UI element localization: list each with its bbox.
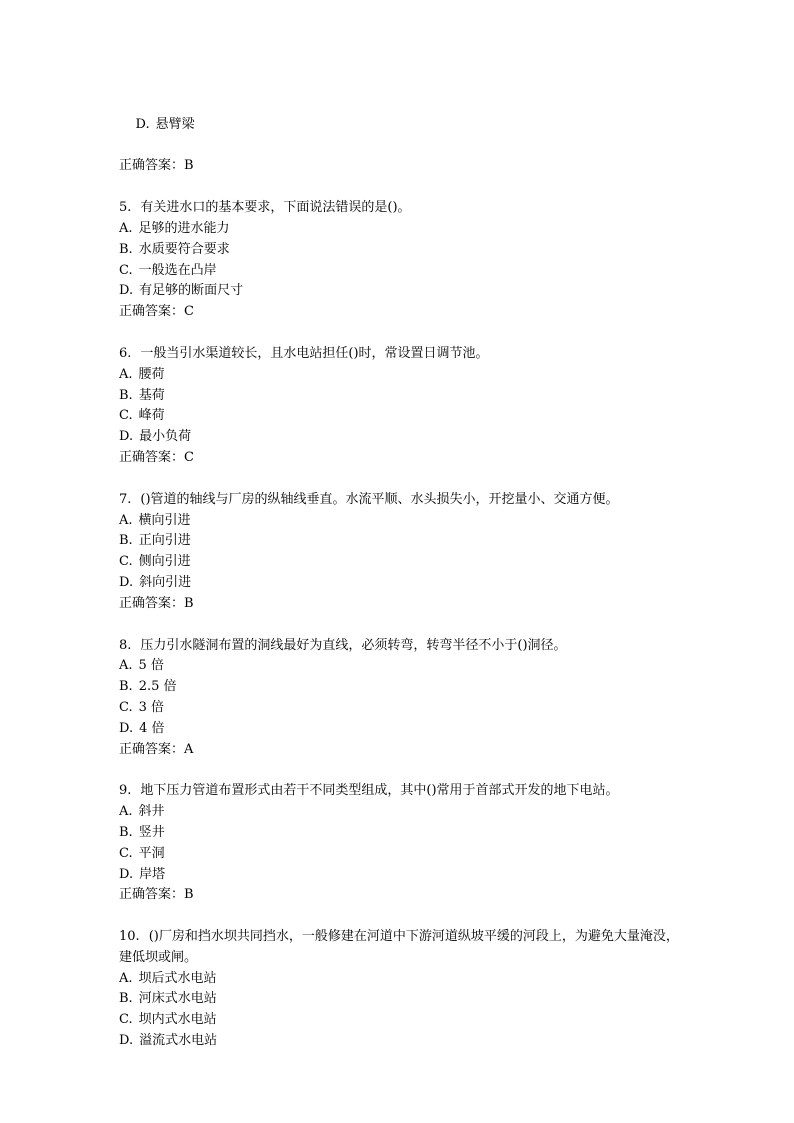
correct-answer: 正确答案：C — [119, 449, 194, 465]
option-letter: C. — [119, 1012, 133, 1028]
question-number: 5. — [119, 200, 132, 216]
option-b — [119, 531, 689, 552]
option-letter: B. — [119, 824, 133, 840]
question-stem: ()厂房和挡水坝共同挡水，一般修建在河道中下游河道纵坡平缓的河段上，为避免大量淹没，建低坝或闸。 — [119, 929, 679, 965]
option-letter: A. — [119, 804, 133, 820]
question-stem: ()管道的轴线与厂房的纵轴线垂直。水流平顺、水头损失小，开挖量小、交通方便。 — [140, 491, 619, 507]
option-letter: B. — [119, 679, 133, 695]
option-text: 3 倍 — [138, 699, 165, 715]
option-text: 有足够的断面尺寸 — [139, 283, 244, 299]
option-d — [119, 427, 689, 448]
option-text: 斜井 — [138, 804, 165, 820]
question-number: 6. — [119, 345, 132, 361]
question-text — [119, 344, 689, 365]
question-number: 10. — [119, 929, 140, 945]
option-c — [119, 1010, 689, 1031]
option-letter: B. — [119, 533, 133, 549]
option-d — [119, 719, 689, 740]
option-text: 足够的进水能力 — [138, 220, 230, 236]
option-a — [119, 802, 689, 823]
option-b — [119, 989, 689, 1010]
option-letter: B. — [119, 241, 133, 257]
question-number: 9. — [119, 783, 132, 799]
option-b — [119, 240, 689, 261]
option-letter: D. — [119, 429, 134, 445]
option-text: 腰荷 — [138, 366, 165, 382]
option-letter: A. — [119, 366, 133, 382]
option-d — [119, 281, 689, 302]
option-d — [119, 1031, 689, 1052]
document-body — [119, 94, 689, 1052]
option-text: 竖井 — [138, 824, 165, 840]
option-letter: A. — [119, 658, 133, 674]
question-text — [119, 490, 689, 511]
option-letter: D. — [119, 866, 134, 882]
option-letter: C. — [119, 554, 133, 570]
option-text: 最小负荷 — [139, 429, 192, 445]
question-number: 7. — [119, 491, 132, 507]
option-c — [119, 552, 689, 573]
question-number: 8. — [119, 637, 132, 653]
option-d — [119, 865, 689, 886]
question-stem: 一般当引水渠道较长，且水电站担任()时，常设置日调节池。 — [140, 345, 489, 361]
correct-answer: 正确答案：B — [119, 887, 194, 903]
option-letter: A. — [119, 512, 133, 528]
option-letter: B. — [119, 991, 133, 1007]
question-stem: 地下压力管道布置形式由若干不同类型组成，其中()常用于首部式开发的地下电站。 — [140, 783, 619, 799]
correct-answer: 正确答案：B — [119, 595, 194, 611]
option-a — [119, 365, 689, 386]
option-letter: D. — [119, 574, 134, 590]
option-letter: A. — [119, 220, 133, 236]
option-text: 一般选在凸岸 — [138, 262, 217, 278]
option-text: 2.5 倍 — [138, 679, 177, 695]
option-letter: D. — [119, 720, 134, 736]
option-c — [119, 844, 689, 865]
question-block — [119, 927, 689, 1052]
option-d — [119, 573, 689, 594]
option-letter: C. — [119, 262, 133, 278]
option-text: 坝内式水电站 — [138, 1012, 217, 1028]
option-text: 侧向引进 — [138, 554, 191, 570]
question-stem: 压力引水隧洞布置的洞线最好为直线，必须转弯，转弯半径不小于()洞径。 — [140, 637, 567, 653]
option-text: 水质要符合要求 — [138, 241, 230, 257]
question-block — [119, 344, 689, 469]
correct-answer: 正确答案：A — [119, 741, 194, 757]
option-letter: C. — [119, 845, 133, 861]
option-text: 5 倍 — [138, 658, 164, 674]
option-a — [119, 969, 689, 990]
option-text: 横向引进 — [138, 512, 191, 528]
question-block — [119, 198, 689, 323]
question-text — [119, 636, 689, 657]
question-text — [119, 781, 689, 802]
option-a — [119, 511, 689, 532]
option-b — [119, 677, 689, 698]
option-text: 悬臂梁 — [155, 116, 195, 132]
option-letter: A. — [119, 970, 133, 986]
option-letter: D. — [119, 1033, 134, 1049]
option-letter: D. — [135, 116, 150, 132]
option-letter: C. — [119, 699, 133, 715]
option-letter: B. — [119, 387, 133, 403]
correct-answer: 正确答案：B — [119, 158, 194, 174]
option-text: 溢流式水电站 — [139, 1033, 218, 1049]
option-text: 正向引进 — [138, 533, 191, 549]
question-text — [119, 198, 689, 219]
question-block — [119, 490, 689, 615]
question-block — [119, 636, 689, 761]
option-d — [119, 94, 689, 156]
option-a — [119, 656, 689, 677]
option-text: 坝后式水电站 — [138, 970, 217, 986]
option-text: 河床式水电站 — [138, 991, 217, 1007]
correct-answer: 正确答案：C — [119, 304, 194, 320]
question-text — [119, 927, 689, 969]
option-text: 峰荷 — [138, 408, 165, 424]
option-c — [119, 406, 689, 427]
option-c — [119, 698, 689, 719]
option-b — [119, 386, 689, 407]
option-text: 斜向引进 — [139, 574, 192, 590]
option-text: 平洞 — [138, 845, 165, 861]
option-text: 4 倍 — [139, 720, 165, 736]
option-b — [119, 823, 689, 844]
option-letter: C. — [119, 408, 133, 424]
question-block — [119, 781, 689, 906]
question-stem: 有关进水口的基本要求，下面说法错误的是()。 — [140, 200, 411, 216]
option-text: 基荷 — [138, 387, 165, 403]
option-letter: D. — [119, 283, 134, 299]
option-text: 岸塔 — [139, 866, 166, 882]
option-c — [119, 261, 689, 282]
option-a — [119, 219, 689, 240]
